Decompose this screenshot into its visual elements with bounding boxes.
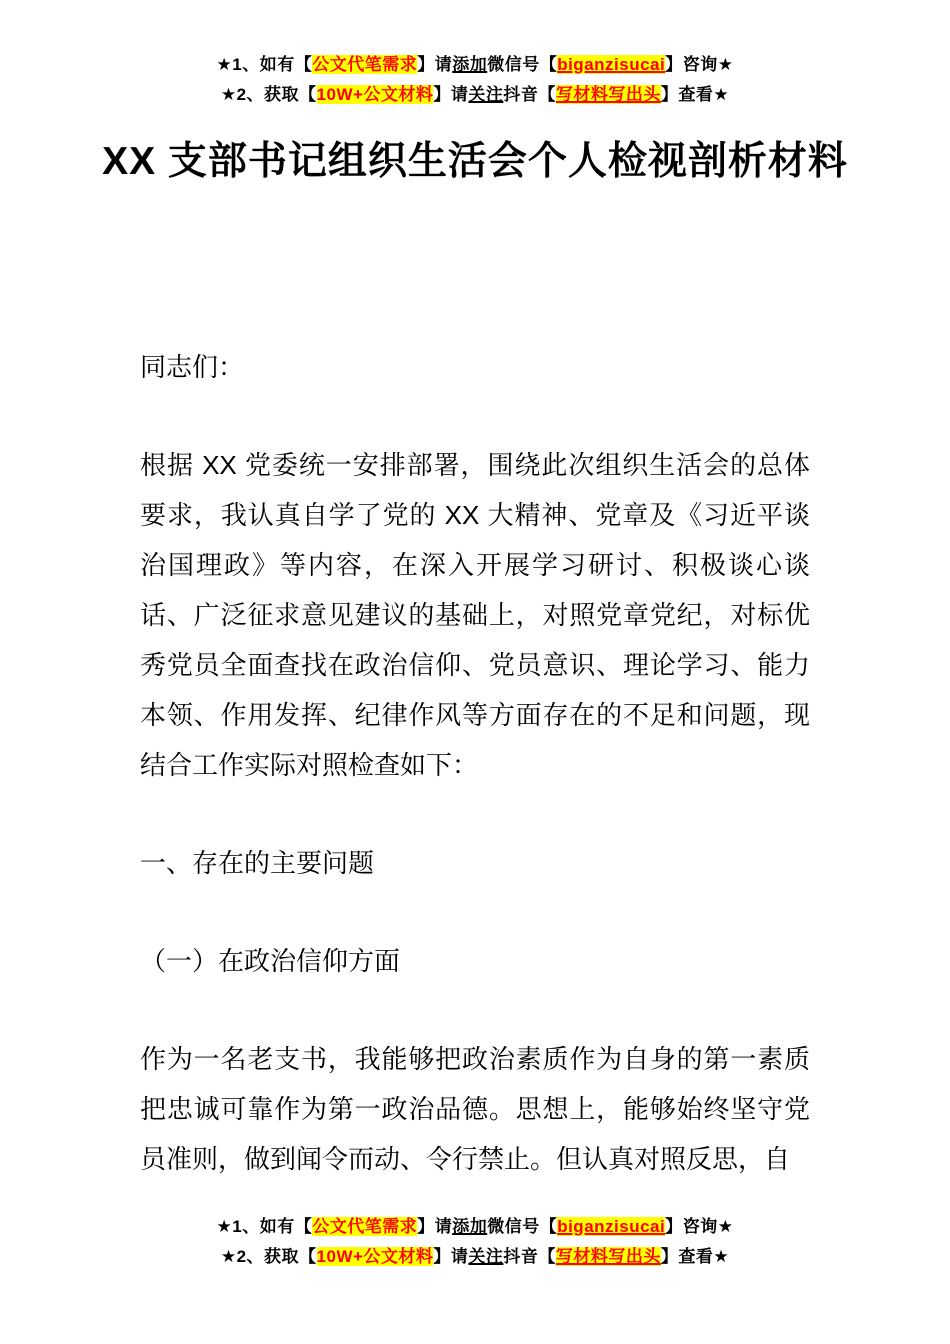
promo-text: 】查看★ [660,1247,730,1266]
promo-text: 】请 [417,55,453,74]
promo-douyin-id: 写材料写出头 [555,85,661,104]
promo-text: 】查看★ [660,85,730,104]
promo-text: 】请 [417,1217,453,1236]
promo-banner-bottom [0,1212,950,1272]
section-heading-1: 一、存在的主要问题 [140,848,375,878]
promo-text: ★1、如有【 [216,1217,313,1236]
promo-line-1 [0,50,950,80]
promo-text: ★2、获取【 [220,1247,317,1266]
promo-text: 微信号【 [487,1217,558,1236]
promo-highlight-materials: 10W+公文材料 [316,85,434,104]
promo-text: 】请 [433,85,469,104]
promo-text: ★2、获取【 [220,85,317,104]
document-body [140,342,810,1184]
promo-wechat-id: biganzisucai [557,1217,666,1236]
promo-line-2 [0,1242,950,1272]
paragraph-political-belief: 作为一名老支书，我能够把政治素质作为自身的第一素质把忠诚可靠作为第一政治品德。思想上，能够始终坚守党员准则，做到闻令而动、令行禁止。但认真对照反思，自 [140,1044,810,1174]
promo-text: 抖音【 [503,1247,556,1266]
paragraph-intro: 根据 XX 党委统一安排部署，围绕此次组织生活会的总体要求，我认真自学了党的 XX 大精神、党章及《习近平谈治国理政》等内容，在深入开展学习研讨、积极谈心谈话、广泛征求意见建议的基础上，对照党章党纪，对标优秀党员全面查找在政治信仰、党员意识、理论学习、能力本领、作用发挥、纪律作风等方面存在的不足和问题，现结合工作实际对照检查如下： [140,450,810,780]
promo-underline-add: 添加 [452,1217,488,1236]
promo-underline-follow: 关注 [468,1247,504,1266]
promo-line-2 [0,80,950,110]
promo-highlight-service: 公文代笔需求 [312,55,418,74]
promo-text: 微信号【 [487,55,558,74]
promo-text: 抖音【 [503,85,556,104]
promo-text: 】请 [433,1247,469,1266]
promo-line-1 [0,1212,950,1242]
promo-text: 】咨询★ [665,55,734,74]
promo-banner-top [0,0,950,110]
promo-highlight-service: 公文代笔需求 [312,1217,418,1236]
promo-underline-follow: 关注 [468,85,504,104]
promo-text: 】咨询★ [665,1217,734,1236]
document-title: XX 支部书记组织生活会个人检视剖析材料 [102,140,848,183]
salutation: 同志们： [140,352,245,382]
subsection-heading-1: （一）在政治信仰方面 [140,946,401,976]
promo-wechat-id: biganzisucai [557,55,666,74]
promo-underline-add: 添加 [452,55,488,74]
promo-douyin-id: 写材料写出头 [555,1247,661,1266]
promo-highlight-materials: 10W+公文材料 [316,1247,434,1266]
promo-text: ★1、如有【 [216,55,313,74]
